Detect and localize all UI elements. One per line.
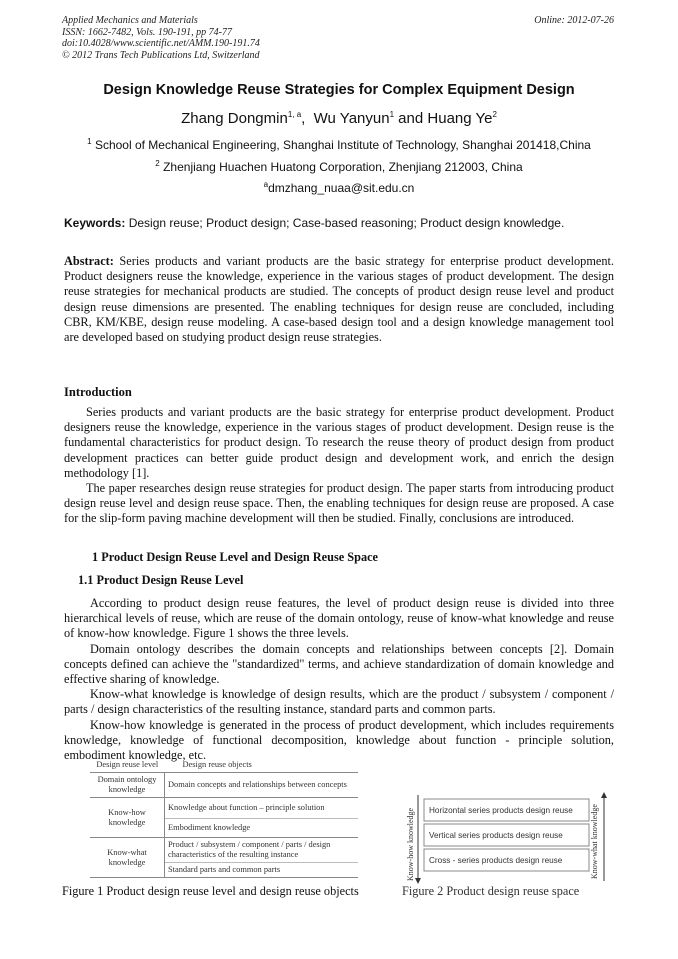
affiliation-2 <box>0 160 678 174</box>
author-sup: 1, a <box>287 110 302 119</box>
paragraph: Know-what knowledge is knowledge of design results, which are the product / subsystem / component / parts / design characteristics of the resulting instance, standard parts and common parts. <box>64 687 614 717</box>
author-name: Zhang Dongmin <box>181 110 288 127</box>
author-separator: , <box>301 110 314 127</box>
affiliation-sup: 2 <box>155 159 160 168</box>
figure-2-svg <box>400 787 612 885</box>
figure-2-caption: Figure 2 Product design reuse space <box>402 884 580 898</box>
paragraph: Know-how knowledge is generated in the process of product development, which includes requirements knowledge, knowledge of functional decomposition, knowledge about function - principle solution, embodiment knowledge, etc. <box>64 717 614 763</box>
col-header-objects: Design reuse objects <box>182 760 252 769</box>
object-cell: Product / subsystem / component / parts / design characteristics of the resulting instance <box>165 838 359 863</box>
introduction-heading: Introduction <box>64 385 132 399</box>
paragraph: Series products and variant products are the basic strategy for enterprise product development. Product designers reuse the knowledge, experience in the various stages of product development. Design reuse is the fundamental characteristics for product design. To research the reuse theory of product design from product development practices can better guide product design and development work, and enrich the design methodology [1]. <box>64 405 614 480</box>
object-cell: Standard parts and common parts <box>165 863 359 878</box>
section-heading: 1 Product Design Reuse Level and Design Reuse Space <box>92 550 379 564</box>
reuse-box-label: Cross - series products design reuse <box>429 856 563 865</box>
reuse-box-label: Horizontal series products design reuse <box>429 806 573 815</box>
affiliation-1 <box>0 138 678 152</box>
author-sup: 1 <box>389 110 395 119</box>
figure-2-diagram <box>400 787 612 885</box>
abstract-text: Series products and variant products are the basic strategy for enterprise product development. Product designers reuse the knowledge, experience in the various stages of product development. The design reuse strategies for mechanical products are studied. The concepts of product design reuse level and product design reuse dimensions are presented. The enabling techniques for design reuse are concluded, including CBR, KM/KBE, design reuse modeling. A case-based design tool and a design knowledge management tool are developed based on studying product design reuse strategies. <box>64 254 614 345</box>
col-header-level: Design reuse level <box>96 760 159 769</box>
object-cell: Domain concepts and relationships between concepts <box>165 773 359 798</box>
copyright: © 2012 Trans Tech Publications Ltd, Switzerland <box>62 49 260 61</box>
keywords-label: Keywords: <box>64 216 126 230</box>
section1-body <box>64 596 614 763</box>
figure-1-table <box>90 758 360 878</box>
journal-name: Applied Mechanics and Materials <box>62 15 198 26</box>
online-date: Online: 2012-07-26 <box>534 15 614 26</box>
author-list <box>0 110 678 127</box>
email-text: dmzhang_nuaa@sit.edu.cn <box>268 181 415 195</box>
figure-1-caption: Figure 1 Product design reuse level and design reuse objects <box>62 884 359 898</box>
level-cell: Know-how knowledge <box>90 798 165 838</box>
author-sup: 2 <box>492 110 497 119</box>
paragraph: The paper researches design reuse strategies for product design. The paper starts from introducing product design reuse level and design reuse space. Then, the enabling techniques for design reuse are proposed. A case for the slip-form paving machine development will then be studied. Finally, conclusions are introduced. <box>64 481 614 526</box>
right-axis-label: Know-what knowledge <box>590 804 599 879</box>
email <box>0 181 678 195</box>
abstract <box>64 254 614 345</box>
journal-header <box>62 15 260 61</box>
affiliation-text: School of Mechanical Engineering, Shanghai Institute of Technology, Shanghai 201418,China <box>94 138 591 152</box>
author-separator: and <box>394 110 428 127</box>
affiliation-text: Zhenjiang Huachen Huatong Corporation, Zhenjiang 212003, China <box>163 160 523 174</box>
affiliation-sup: 1 <box>87 137 92 146</box>
author-name: Huang Ye <box>427 110 493 127</box>
level-cell: Know-what knowledge <box>90 838 165 878</box>
level-cell: Domain ontology knowledge <box>90 773 165 798</box>
paragraph: According to product design reuse features, the level of product design reuse is divided into three hierarchical levels of reuse, which are reuse of the domain ontology, reuse of know-what knowledge and reuse of know-how knowledge. Figure 1 shows the three levels. <box>64 596 614 641</box>
introduction-body <box>64 405 614 527</box>
left-axis-label: Know-how knowledge <box>406 807 415 881</box>
subsection-heading: 1.1 Product Design Reuse Level <box>78 573 244 587</box>
paper-title: Design Knowledge Reuse Strategies for Complex Equipment Design <box>103 82 575 98</box>
affiliation-sup: a <box>263 180 269 189</box>
keywords <box>64 216 624 230</box>
issn: ISSN: 1662-7482, Vols. 190-191, pp 74-77 <box>62 26 232 38</box>
author-name: Wu Yanyun <box>313 110 390 127</box>
doi: doi:10.4028/www.scientific.net/AMM.190-191.74 <box>62 38 260 49</box>
keywords-text: Design reuse; Product design; Case-based reasoning; Product design knowledge. <box>128 216 565 230</box>
paragraph: Domain ontology describes the domain concepts and relationships between concepts [2]. Domain concepts defined can achieve the "standardized" terms, and achieve standardization of domain knowledge and effective sharing of knowledge. <box>64 641 614 687</box>
object-cell: Knowledge about function – principle solution <box>165 798 359 819</box>
abstract-label: Abstract: <box>64 254 114 268</box>
object-cell: Embodiment knowledge <box>165 819 359 838</box>
reuse-box-label: Vertical series products design reuse <box>429 831 563 840</box>
